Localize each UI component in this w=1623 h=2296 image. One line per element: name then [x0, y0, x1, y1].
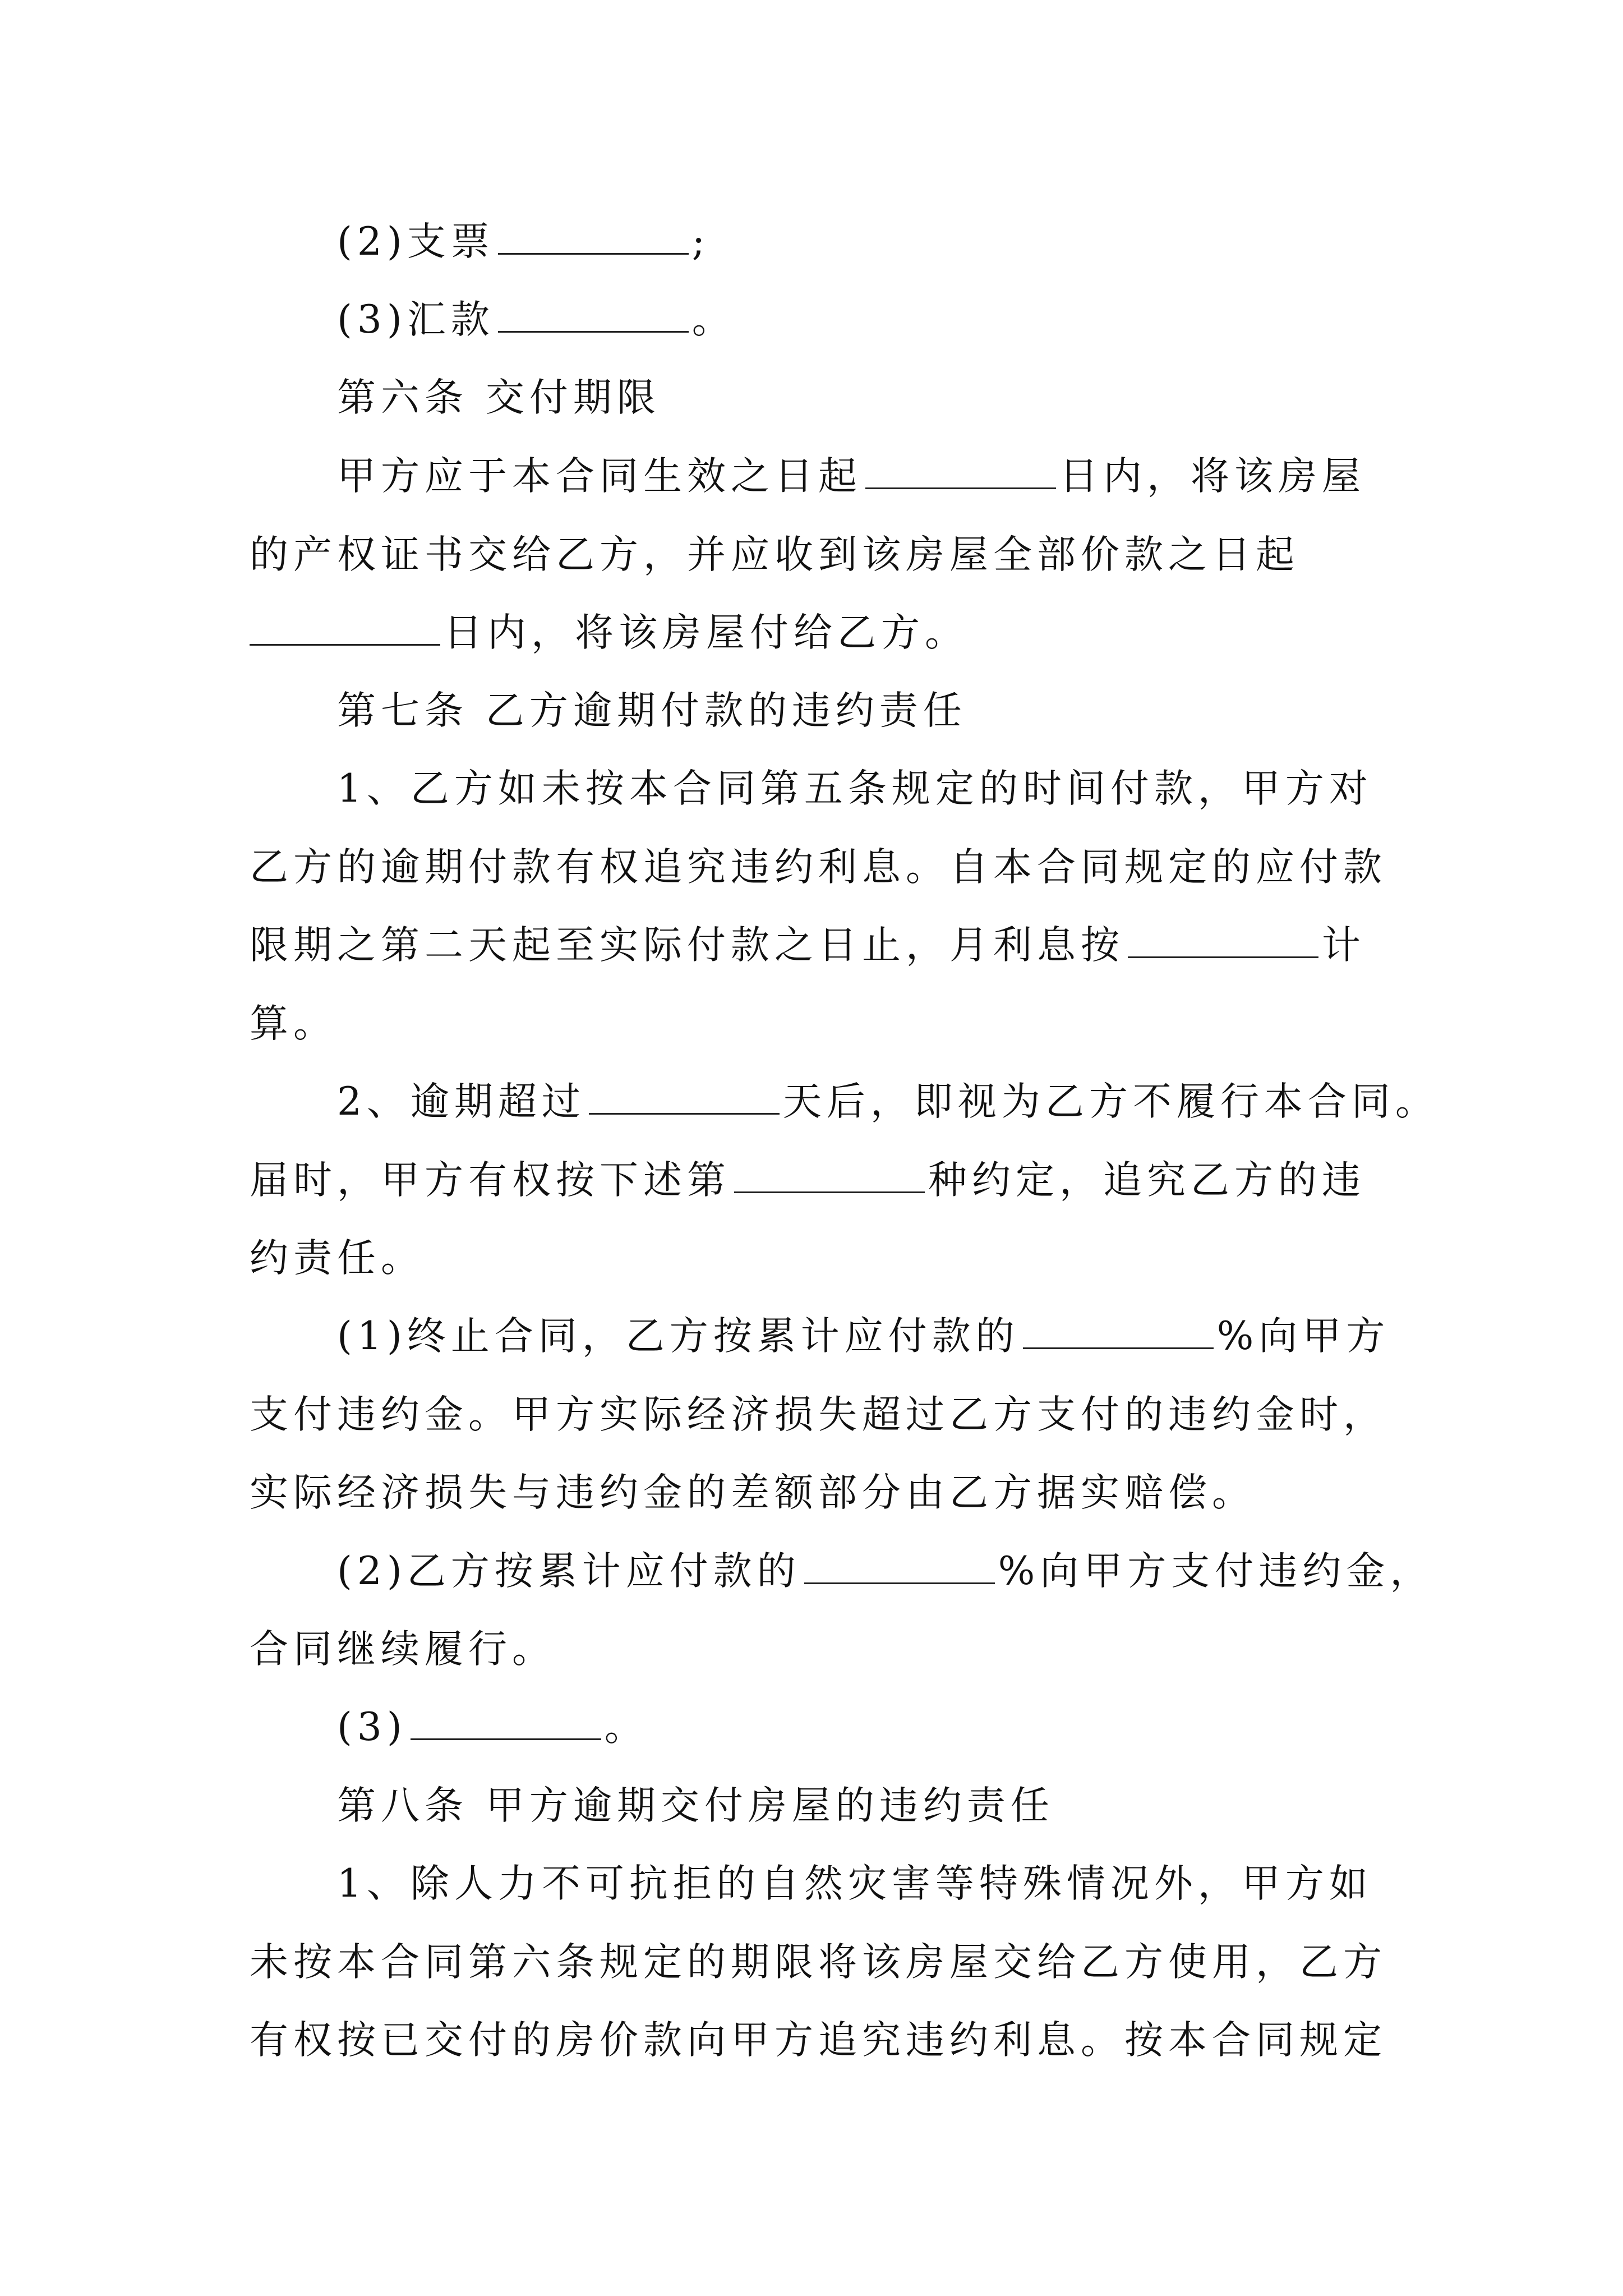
- text-line: (2)乙方按累计应付款的 %向甲方支付违约金，: [337, 1549, 1434, 1594]
- text-line: 合同继续履行。: [250, 1627, 556, 1672]
- text-line: 算。: [250, 1001, 337, 1046]
- text-line: (1)终止合同，乙方按累计应付款的 %向甲方: [337, 1314, 1390, 1359]
- fill-in-blank[interactable]: [498, 224, 689, 255]
- text-line: (2)支票 ;: [337, 219, 710, 264]
- fill-in-blank[interactable]: [589, 1084, 780, 1115]
- text-line: 1、乙方如未按本合同第五条规定的时间付款，甲方对: [337, 766, 1373, 811]
- text-line: 届时，甲方有权按下述第 种约定，追究乙方的违: [250, 1158, 1366, 1203]
- text-line: 未按本合同第六条规定的期限将该房屋交给乙方使用，乙方: [250, 1940, 1387, 1985]
- fill-in-blank[interactable]: [734, 1162, 925, 1193]
- text-line: (3)汇款 。: [337, 297, 736, 342]
- text-line: 2、逾期超过 天后，即视为乙方不履行本合同。: [337, 1079, 1439, 1124]
- text-line: (3) 。: [337, 1705, 648, 1750]
- fill-in-blank[interactable]: [1023, 1318, 1214, 1349]
- fill-in-blank[interactable]: [498, 302, 689, 333]
- section-heading: 第七条 乙方逾期付款的违约责任: [337, 688, 967, 733]
- fill-in-blank[interactable]: [250, 615, 440, 646]
- text-line: 乙方的逾期付款有权追究违约利息。自本合同规定的应付款: [250, 845, 1387, 890]
- text-line: 实际经济损失与违约金的差额部分由乙方据实赔偿。: [250, 1470, 1256, 1515]
- fill-in-blank[interactable]: [411, 1709, 601, 1740]
- text-line: 日内，将该房屋付给乙方。: [250, 614, 969, 652]
- fill-in-blank[interactable]: [865, 458, 1056, 489]
- text-line: 支付违约金。甲方实际经济损失超过乙方支付的违约金时，: [250, 1392, 1387, 1437]
- text-line: 的产权证书交给乙方，并应收到该房屋全部价款之日起: [250, 532, 1299, 577]
- text-line: 有权按已交付的房价款向甲方追究违约利息。按本合同规定: [250, 2018, 1387, 2063]
- section-heading: 第六条 交付期限: [337, 375, 661, 420]
- text-line: 约责任。: [250, 1236, 425, 1281]
- section-heading: 第八条 甲方逾期交付房屋的违约责任: [337, 1783, 1054, 1828]
- text-line: 限期之第二天起至实际付款之日止，月利息按 计: [250, 923, 1366, 968]
- text-line: 甲方应于本合同生效之日起 日内，将该房屋: [337, 454, 1366, 499]
- fill-in-blank[interactable]: [1128, 927, 1318, 958]
- fill-in-blank[interactable]: [804, 1553, 995, 1584]
- text-line: 1、除人力不可抗拒的自然灾害等特殊情况外，甲方如: [337, 1861, 1373, 1906]
